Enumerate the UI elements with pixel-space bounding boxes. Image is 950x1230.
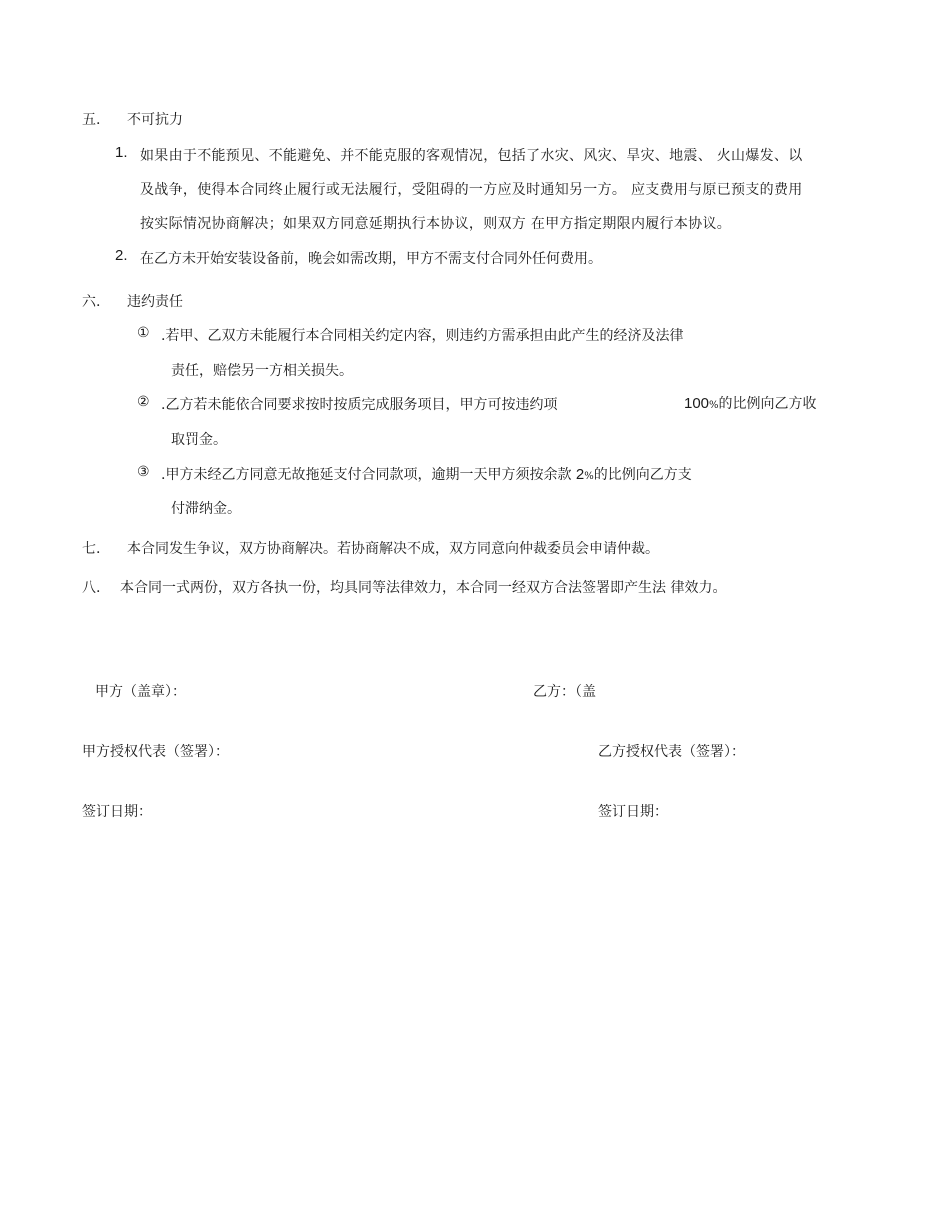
- section-6-item-3-line-2: 付滞纳金。: [171, 501, 241, 517]
- late-fee-suffix: 的比例向乙方支: [593, 467, 692, 483]
- section-5-item-1-line-2: 及战争，使得本合同终止履行或无法履行，受阻碍的一方应及时通知另一方。 应支费用与原已预支的费用: [140, 182, 803, 198]
- late-fee-percent-sign: %: [584, 471, 594, 482]
- late-fee-text: .甲方未经乙方同意无故拖延支付合同款项，逾期一天甲方须按余款: [161, 467, 576, 483]
- party-b-seal-label: 乙方：（盖: [533, 684, 596, 700]
- party-a-representative-label: 甲方授权代表（签署）：: [82, 744, 229, 760]
- section-8-text: 本合同一式两份，双方各执一份，均具同等法律效力，本合同一经双方合法签署即产生法 律效力。: [120, 580, 727, 596]
- section-5-item-2-marker: 2.: [115, 247, 128, 264]
- party-a-seal-label: 甲方（盖章）：: [95, 684, 186, 700]
- section-5-item-1-line-3: 按实际情况协商解决；如果双方同意延期执行本协议，则双方 在甲方指定期限内履行本协议。: [140, 216, 732, 232]
- section-6-item-1-line-1: .若甲、乙双方未能履行本合同相关约定内容，则违约方需承担由此产生的经济及法律: [161, 328, 684, 344]
- penalty-rate-value: 100: [684, 395, 710, 412]
- section-8-number: 八.: [82, 580, 101, 596]
- section-5-item-1-marker: 1.: [115, 144, 128, 161]
- section-6-item-2-marker: ②: [137, 394, 150, 410]
- party-b-date-label: 签订日期：: [598, 804, 668, 820]
- late-fee-rate-value: 2: [575, 466, 585, 483]
- section-6-item-2-penalty-rate: [684, 393, 817, 413]
- section-6-title: 违约责任: [127, 294, 183, 310]
- section-7-number: 七.: [82, 541, 101, 557]
- section-6-item-1-line-2: 责任，赔偿另一方相关损失。: [171, 363, 353, 379]
- section-7-text: 本合同发生争议，双方协商解决。若协商解决不成，双方同意向仲裁委员会申请仲裁。: [127, 541, 659, 557]
- section-5-title: 不可抗力: [127, 112, 183, 128]
- section-6-item-2-line-2: 取罚金。: [171, 432, 227, 448]
- section-5-item-2-line-1: 在乙方未开始安装设备前，晚会如需改期，甲方不需支付合同外任何费用。: [140, 251, 602, 267]
- party-b-representative-label: 乙方授权代表（签署）：: [598, 744, 745, 760]
- party-a-date-label: 签订日期：: [82, 804, 152, 820]
- section-6-number: 六.: [82, 294, 101, 310]
- section-6-item-3-line-1: [161, 464, 692, 484]
- section-6-item-3-marker: ③: [137, 464, 150, 480]
- penalty-rate-suffix: 的比例向乙方收: [718, 396, 817, 412]
- section-5-item-1-line-1: 如果由于不能预见、不能避免、并不能克服的客观情况，包括了水灾、风灾、旱灾、地震、 火山爆发、以: [140, 148, 803, 164]
- penalty-rate-percent-sign: %: [709, 400, 719, 411]
- section-5-number: 五.: [82, 112, 101, 128]
- section-6-item-2-line-1-text: .乙方若未能依合同要求按时按质完成服务项目，甲方可按违约项: [161, 397, 558, 413]
- section-6-item-1-marker: ①: [137, 325, 150, 341]
